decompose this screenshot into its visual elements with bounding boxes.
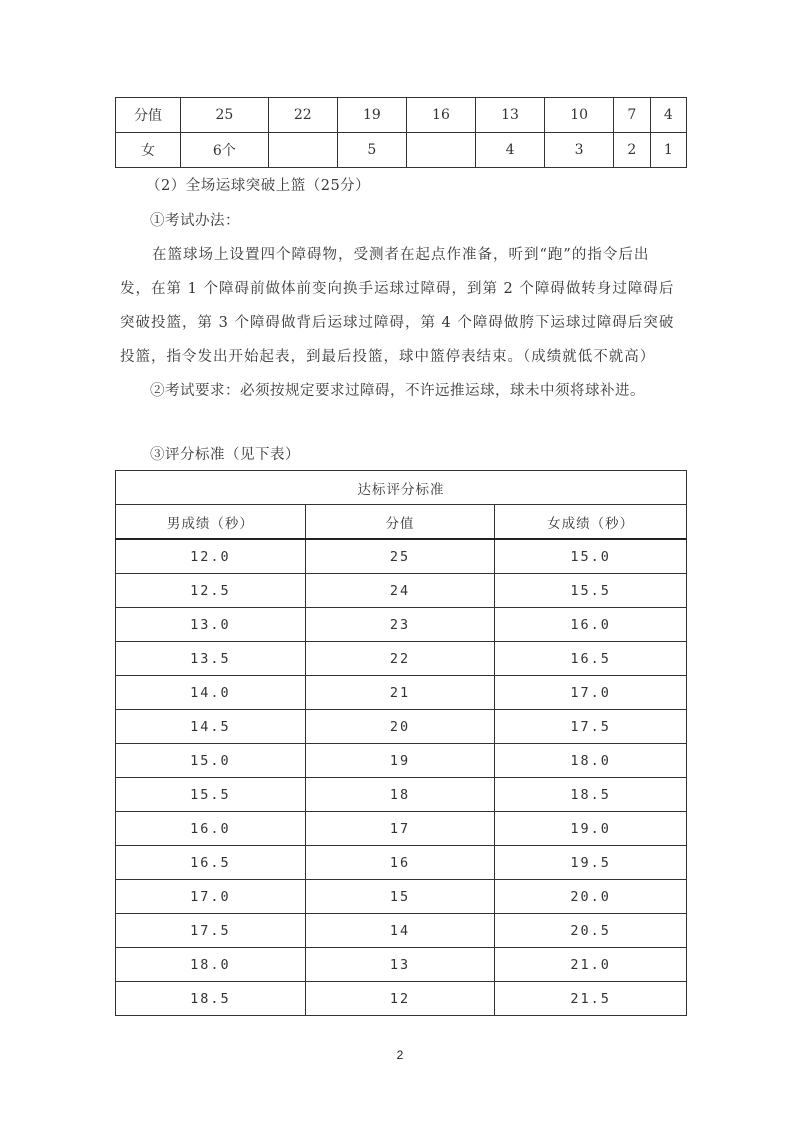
table-cell: 18.5	[495, 778, 687, 812]
table-cell: 15.5	[116, 778, 306, 812]
table-cell: 13	[305, 948, 495, 982]
table-cell: 14	[305, 914, 495, 948]
table-cell: 2	[614, 133, 650, 168]
table-row	[116, 880, 687, 914]
method-line: 突破投篮，第 3 个障碍做背后运球过障碍，第 4 个障碍做胯下运球过障碍后突破	[120, 315, 675, 331]
column-header: 女成绩（秒）	[495, 505, 687, 540]
table-row	[116, 676, 687, 710]
table-header-row	[116, 505, 687, 540]
table-cell: 18	[305, 778, 495, 812]
row-header: 分值	[116, 98, 181, 133]
table-cell: 14.5	[116, 710, 306, 744]
table-cell: 16.5	[495, 642, 687, 676]
table-cell: 20.0	[495, 880, 687, 914]
table-row	[116, 914, 687, 948]
table-cell: 17	[305, 812, 495, 846]
table-cell: 3	[545, 133, 614, 168]
table-cell: 25	[181, 98, 269, 133]
table-cell: 1	[650, 133, 686, 168]
method-line: 在篮球场上设置四个障碍物，受测者在起点作准备，听到“跑”的指令后出	[152, 247, 650, 263]
table-cell: 24	[305, 574, 495, 608]
table-cell	[268, 133, 337, 168]
table-cell: 17.5	[116, 914, 306, 948]
table-cell: 13.0	[116, 608, 306, 642]
table-cell: 18.0	[116, 948, 306, 982]
table-row	[116, 744, 687, 778]
table-row	[116, 574, 687, 608]
table-cell: 15	[305, 880, 495, 914]
method-heading: ①考试办法：	[150, 213, 240, 229]
table-cell: 25	[305, 539, 495, 574]
method-paragraph	[120, 238, 686, 374]
table-cell: 21	[305, 676, 495, 710]
table-cell: 19	[305, 744, 495, 778]
table-cell: 17.0	[495, 676, 687, 710]
table-row	[116, 710, 687, 744]
table-cell: 13.5	[116, 642, 306, 676]
table-cell: 16.0	[495, 608, 687, 642]
table-row	[116, 948, 687, 982]
table-row	[116, 98, 687, 133]
table-cell: 20.5	[495, 914, 687, 948]
table-cell: 15.0	[116, 744, 306, 778]
section-heading: （2）全场运球突破上篮（25分）	[146, 178, 371, 194]
table-cell: 13	[476, 98, 545, 133]
table-cell: 20	[305, 710, 495, 744]
table-cell: 16.0	[116, 812, 306, 846]
table-cell: 12	[305, 982, 495, 1016]
table-cell: 10	[545, 98, 614, 133]
table-cell: 4	[476, 133, 545, 168]
score-table-main	[115, 470, 687, 1016]
table-title: 达标评分标准	[116, 471, 687, 505]
table-cell: 22	[305, 642, 495, 676]
table-cell: 12.5	[116, 574, 306, 608]
table-cell: 17.0	[116, 880, 306, 914]
page-number: 2	[396, 1048, 404, 1062]
table-cell: 19.5	[495, 846, 687, 880]
table-cell: 17.5	[495, 710, 687, 744]
method-line: 发，在第 1 个障碍前做体前变向换手运球过障碍，到第 2 个障碍做转身过障碍后	[120, 281, 675, 297]
table-cell: 18.5	[116, 982, 306, 1016]
table-row	[116, 812, 687, 846]
table-cell: 12.0	[116, 539, 306, 574]
table-cell: 21.5	[495, 982, 687, 1016]
table-title-row	[116, 471, 687, 505]
table-cell: 14.0	[116, 676, 306, 710]
table-cell: 16	[305, 846, 495, 880]
table-row	[116, 778, 687, 812]
table-cell: 15.5	[495, 574, 687, 608]
table-cell	[406, 133, 475, 168]
scoring-heading: ③评分标准（见下表）	[150, 447, 300, 463]
row-header: 女	[116, 133, 181, 168]
table-row	[116, 608, 687, 642]
method-line: 投篮，指令发出开始起表，到最后投篮，球中篮停表结束。（成绩就低不就高）	[120, 349, 656, 365]
table-cell: 15.0	[495, 539, 687, 574]
table-cell: 22	[268, 98, 337, 133]
table-cell: 6个	[181, 133, 269, 168]
column-header: 分值	[305, 505, 495, 540]
table-cell: 16	[406, 98, 475, 133]
table-cell: 19.0	[495, 812, 687, 846]
table-row	[116, 642, 687, 676]
score-table-top	[115, 97, 687, 168]
table-cell: 7	[614, 98, 650, 133]
table-cell: 16.5	[116, 846, 306, 880]
requirement-text: ②考试要求：必须按规定要求过障碍，不许远推运球，球未中须将球补进。	[150, 383, 645, 399]
table-cell: 5	[337, 133, 406, 168]
table-row	[116, 982, 687, 1016]
table-row	[116, 133, 687, 168]
table-cell: 18.0	[495, 744, 687, 778]
table-cell: 23	[305, 608, 495, 642]
column-header: 男成绩（秒）	[116, 505, 306, 540]
table-cell: 21.0	[495, 948, 687, 982]
table-row	[116, 539, 687, 574]
table-row	[116, 846, 687, 880]
table-cell: 4	[650, 98, 686, 133]
table-cell: 19	[337, 98, 406, 133]
